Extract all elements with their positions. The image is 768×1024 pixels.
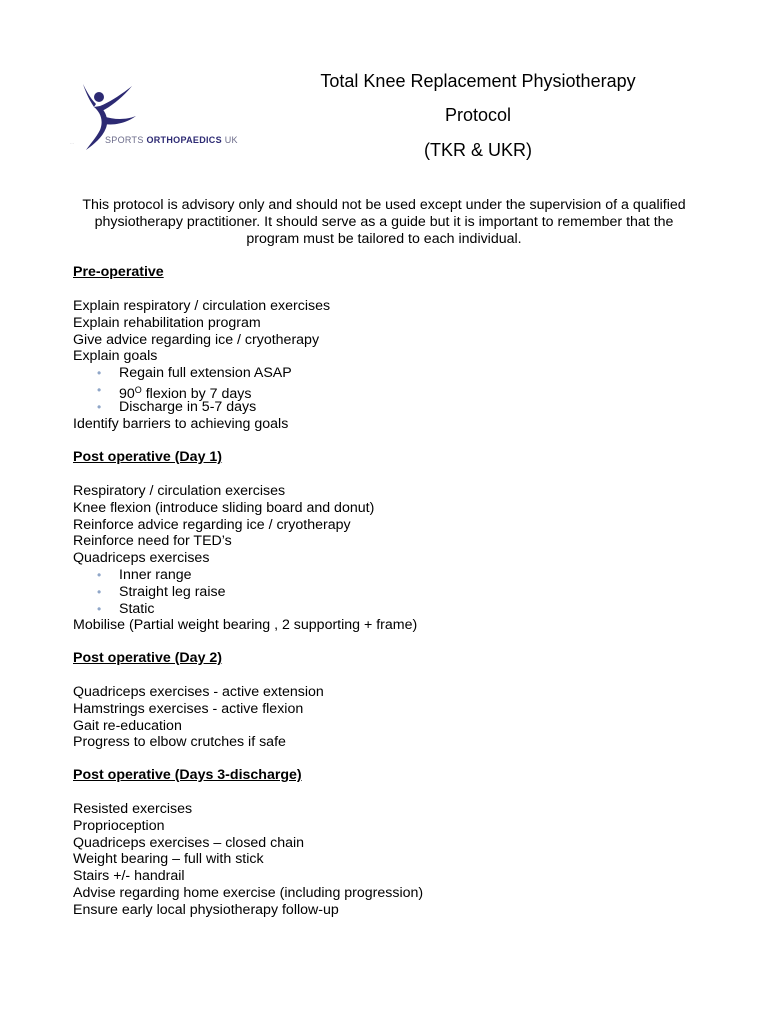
sports-orthopaedics-logo — [70, 80, 260, 160]
list-item: Reinforce advice regarding ice / cryotherapy — [73, 516, 351, 533]
section-pre-operative — [73, 298, 330, 432]
logo-mark: … — [70, 140, 74, 145]
list-item: Quadriceps exercises - active extension — [73, 684, 324, 700]
bullet-item: • Static — [97, 600, 155, 617]
section-post-operative-day-2 — [73, 684, 324, 751]
list-item: Identify barriers to achieving goals — [73, 415, 289, 432]
bullet-icon: • — [97, 567, 102, 582]
list-item: Respiratory / circulation exercises — [73, 483, 286, 499]
list-item: Ensure early local physiotherapy follow-up — [73, 901, 339, 918]
bullet-item: • $90^O$ flexion by 7 days — [97, 382, 252, 402]
list-item: Stairs +/- handrail — [73, 868, 185, 885]
list-item: Give advice regarding ice / cryotherapy — [73, 331, 320, 348]
bullet-item: • Discharge in 5-7 days — [97, 398, 257, 415]
bullet-icon: • — [97, 382, 102, 397]
list-item: Resisted exercises — [73, 801, 193, 817]
title-line-3: (TKR & UKR) — [424, 140, 532, 160]
heading-post-operative-day-2: Post operative (Day 2) — [73, 650, 223, 666]
bullet-icon: • — [97, 601, 102, 616]
bullet-icon: • — [97, 366, 102, 381]
list-item: Advise regarding home exercise (including progression) — [73, 884, 424, 901]
section-post-operative-days-3-discharge — [73, 801, 423, 919]
list-item: Quadriceps exercises — [73, 550, 210, 567]
list-item: Gait re-education — [73, 717, 182, 734]
intro-paragraph: This protocol is advisory only and should not be used except under the supervision of a qualified physiotherapy practitioner. It should serve as a guide but it is important to remember that the program must be tailored to each individual. — [82, 197, 686, 247]
list-item: Mobilise (Partial weight bearing , 2 supporting + frame) — [73, 617, 418, 634]
title-line-2: Protocol — [444, 105, 512, 125]
list-item: Progress to elbow crutches if safe — [73, 734, 286, 751]
list-item: Quadriceps exercises – closed chain — [73, 834, 305, 851]
heading-post-operative-day-1: Post operative (Day 1) — [73, 449, 223, 465]
heading-pre-operative: Pre-operative — [73, 264, 164, 280]
bullet-item: • Inner range — [97, 566, 192, 583]
bullet-item: • Regain full extension ASAP — [97, 365, 292, 382]
list-item: Reinforce need for TED’s — [73, 533, 232, 550]
list-item: Explain goals — [73, 348, 158, 365]
list-item: Knee flexion (introduce sliding board and donut) — [73, 499, 375, 516]
list-item: Proprioception — [73, 817, 165, 834]
bullet-item: • Straight leg raise — [97, 583, 226, 600]
bullet-icon: • — [97, 399, 102, 414]
heading-post-operative-days-3-discharge: Post operative (Days 3-discharge) — [73, 767, 302, 783]
logo-text: SPORTS ORTHOPAEDICS UK — [105, 135, 238, 145]
list-item: Explain respiratory / circulation exercises — [73, 298, 331, 314]
list-item: Weight bearing – full with stick — [73, 851, 264, 868]
title-line-1: Total Knee Replacement Physiotherapy — [320, 71, 636, 91]
list-item: Explain rehabilitation program — [73, 314, 261, 331]
section-post-operative-day-1 — [73, 483, 417, 634]
list-item: Hamstrings exercises - active flexion — [73, 700, 304, 717]
bullet-icon: • — [97, 584, 102, 599]
